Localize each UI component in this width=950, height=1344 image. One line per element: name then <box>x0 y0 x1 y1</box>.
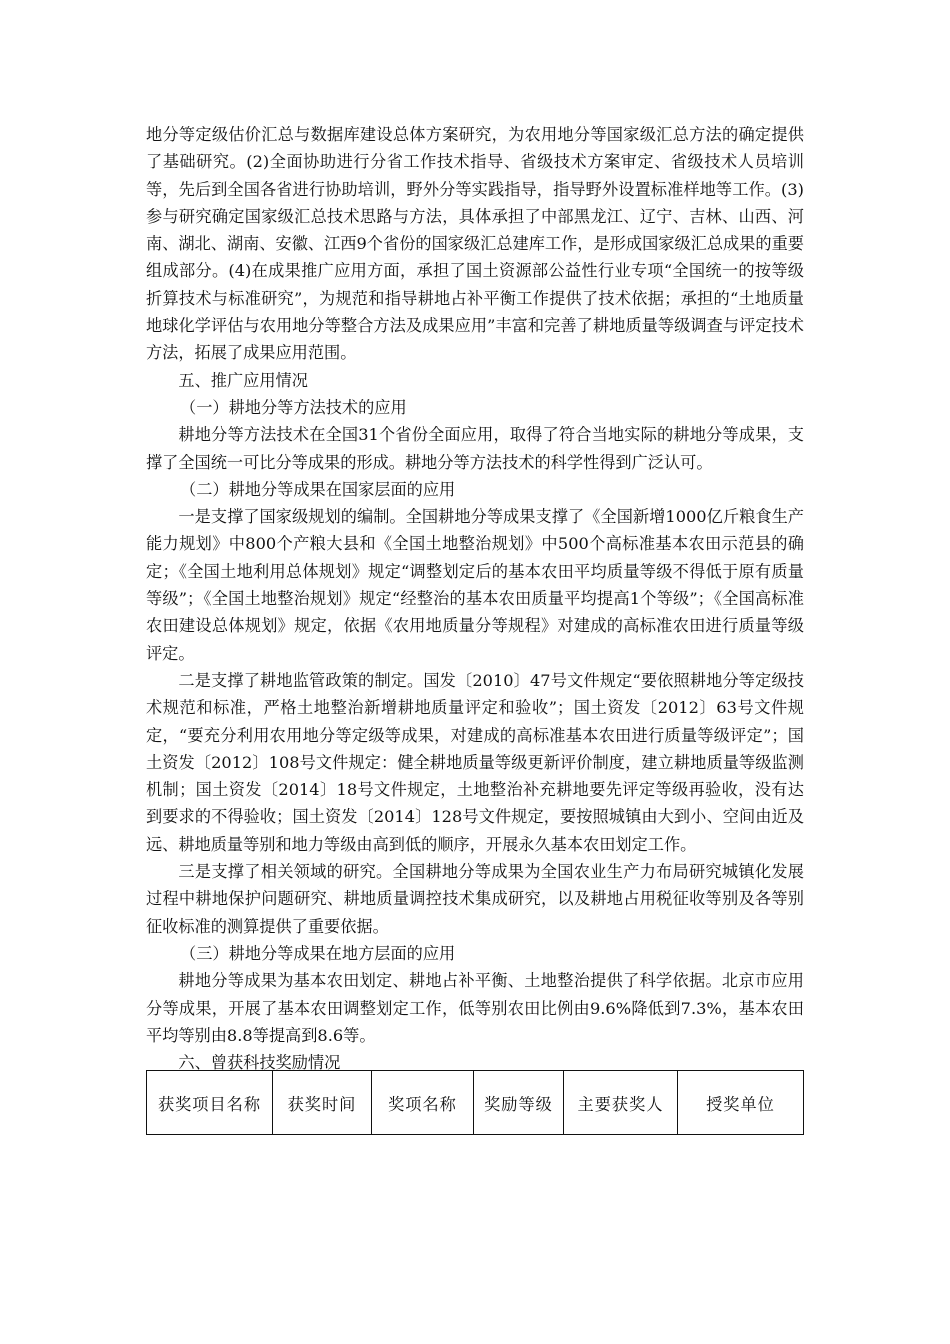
award-table-header-row <box>147 1071 804 1135</box>
paragraph-related-research: 三是支撑了相关领域的研究。全国耕地分等成果为全国农业生产力布局研究城镇化发展过程中耕地保护问题研究、耕地质量调控技术集成研究，以及耕地占用税征收等别及各等别征收标准的测算提供了重要依据。 <box>146 862 804 936</box>
document-body <box>146 121 804 1076</box>
award-table-header-main-winners: 主要获奖人 <box>564 1071 678 1135</box>
award-table-header-project-name: 获奖项目名称 <box>147 1071 273 1135</box>
section-heading-promotion: 五、推广应用情况 <box>178 370 308 390</box>
subheading-local-application: （三）耕地分等成果在地方层面的应用 <box>180 943 456 963</box>
subheading-method-application: （一）耕地分等方法技术的应用 <box>180 397 407 417</box>
award-table-header-awarding-unit: 授奖单位 <box>678 1071 804 1135</box>
paragraph-national-policy: 二是支撑了耕地监管政策的制定。国发〔2010〕47号文件规定“要依照耕地分等定级技术规范和标准，严格土地整治新增耕地质量评定和验收”；国土资发〔2012〕63号文件规定，“要充分利用农用地分等定级等成果，对建成的高标准基本农田进行质量等级评定”；国土资发〔2012〕108号文件规定：健全耕地质量等级更新评价制度，建立耕地质量等级监测机制；国土资发〔2014〕18号文件规定，土地整治补充耕地要先评定等级再验收，没有达到要求的不得验收；国土资发〔2014〕128号文件规定，要按照城镇由大到小、空间由近及远、耕地质量等别和地力等级由高到低的顺序，开展永久基本农田划定工作。 <box>146 670 804 854</box>
subheading-national-application: （二）耕地分等成果在国家层面的应用 <box>180 479 456 499</box>
award-table-header-award-name: 奖项名称 <box>372 1071 474 1135</box>
paragraph-national-planning: 一是支撑了国家级规划的编制。全国耕地分等成果支撑了《全国新增1000亿斤粮食生产能力规划》中800个产粮大县和《全国土地整治规划》中500个高标准基本农田示范县的确定；《全国土地利用总体规划》规定“调整划定后的基本农田平均质量等级不得低于原有质量等级”；《全国土地整治规划》规定“经整治的基本农田质量平均提高1个等级”；《全国高标准农田建设总体规划》规定，依据《农用地质量分等规程》对建成的高标准农田进行质量等级评定。 <box>146 507 804 663</box>
paragraph-local-application: 耕地分等成果为基本农田划定、耕地占补平衡、土地整治提供了科学依据。北京市应用分等成果，开展了基本农田调整划定工作，低等别农田比例由9.6%降低到7.3%，基本农田平均等别由8.8等提高到8.6等。 <box>146 971 804 1045</box>
award-table-header-award-level: 奖励等级 <box>474 1071 564 1135</box>
award-table <box>146 1070 804 1135</box>
section-heading-awards: 六、曾获科技奖励情况 <box>178 1053 341 1073</box>
paragraph-summary-methods: 地分等定级估价汇总与数据库建设总体方案研究，为农用地分等国家级汇总方法的确定提供了基础研究。(2)全面协助进行分省工作技术指导、省级技术方案审定、省级技术人员培训等，先后到全国各省进行协助培训，野外分等实践指导，指导野外设置标准样地等工作。(3)参与研究确定国家级汇总技术思路与方法，具体承担了中部黑龙江、辽宁、吉林、山西、河南、湖北、湖南、安徽、江西9个省份的国家级汇总建库工作，是形成国家级汇总成果的重要组成部分。(4)在成果推广应用方面，承担了国土资源部公益性行业专项“全国统一的按等级折算技术与标准研究”，为规范和指导耕地占补平衡工作提供了技术依据；承担的“土地质量地球化学评估与农用地分等整合方法及成果应用”丰富和完善了耕地质量等级调查与评定技术方法，拓展了成果应用范围。 <box>146 125 804 363</box>
award-table-header-award-time: 获奖时间 <box>273 1071 372 1135</box>
paragraph-method-application: 耕地分等方法技术在全国31个省份全面应用，取得了符合当地实际的耕地分等成果，支撑了全国统一可比分等成果的形成。耕地分等方法技术的科学性得到广泛认可。 <box>146 425 804 472</box>
